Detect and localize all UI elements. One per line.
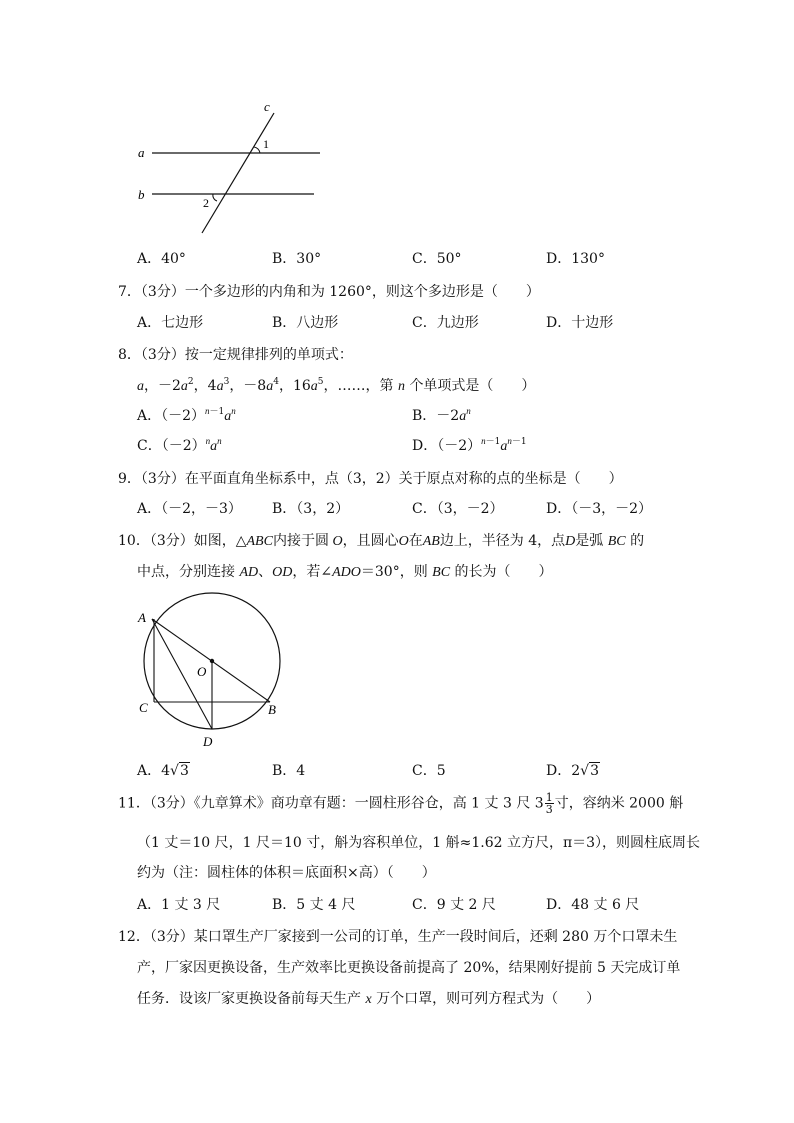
q12-stem-line2: 产，厂家因更换设备，生产效率比更换设备前提高了 20%，结果刚好提前 5 天完成订单 — [137, 960, 681, 976]
q8-sequence: a，$-2a^2$，$4a^3$，$-8a^4$，$16a^5$，……，第 n 个单项式是（ ） — [137, 377, 536, 394]
label-point-b: B — [268, 702, 276, 717]
q6-option-d[interactable]: D．130° — [546, 251, 605, 267]
q7-option-d[interactable]: D．十边形 — [546, 315, 614, 331]
q10-stem-line2: 中点，分别连接 AD、OD，若∠ADO＝30°，则 BC 的长为（ ） — [137, 564, 553, 580]
angle-1-arc — [254, 147, 260, 153]
q6-option-b[interactable]: B．30° — [272, 251, 322, 267]
fraction-one-third: $\frac{1}{3}$ — [545, 791, 553, 816]
angle-2-arc — [213, 194, 217, 201]
q9-stem: 9．（3分）在平面直角坐标系中，点（3，2）关于原点对称的点的坐标是（ ） — [118, 471, 623, 487]
center-point — [210, 659, 214, 663]
q6-option-a[interactable]: A．40° — [137, 251, 186, 267]
q8-option-b[interactable]: B．$-2a^n$ — [412, 406, 471, 424]
q7-stem: 7．（3分）一个多边形的内角和为 1260°，则这个多边形是（ ） — [118, 284, 540, 300]
label-a: a — [138, 145, 145, 160]
q9-option-c[interactable]: C．（3，－2） — [412, 501, 504, 517]
label-angle-2: 2 — [203, 196, 209, 210]
q11-stem-line3: 约为（注：圆柱体的体积＝底面积×高）（ ） — [137, 865, 436, 881]
q12-stem-line1: 12．（3分）某口罩生产厂家接到一公司的订单，生产一段时间后，还剩 280 万个口罩未生 — [118, 929, 678, 945]
label-b: b — [138, 187, 145, 202]
label-point-o: O — [197, 664, 207, 679]
q9-option-b[interactable]: B．（3，2） — [272, 501, 350, 517]
label-point-a: A — [138, 610, 146, 625]
q9-option-a[interactable]: A．（－2，－3） — [137, 501, 242, 517]
circle-figure — [130, 582, 300, 752]
q11-option-a[interactable]: A．1 丈 3 尺 — [137, 897, 221, 913]
q8-option-d[interactable]: D．$(-2)^{n-1}a^{n-1}$ — [412, 436, 527, 454]
label-c: c — [264, 99, 270, 114]
q11-option-d[interactable]: D．48 丈 6 尺 — [546, 897, 640, 913]
sqrt-symbol: √3 — [580, 763, 599, 779]
q7-option-a[interactable]: A．七边形 — [137, 315, 204, 331]
q8-stem: 8．（3分）按一定规律排列的单项式： — [118, 347, 353, 363]
q8-option-c[interactable]: C．$(-2)^na^n$ — [137, 436, 222, 454]
q10-option-c[interactable]: C．5 — [412, 763, 446, 779]
label-point-c: C — [139, 700, 148, 715]
q11-stem-line2: （1 丈＝10 尺，1 尺＝10 寸，斛为容积单位，1 斛≈1.62 立方尺，π＝3），则圆柱底周长 — [137, 835, 701, 851]
q9-option-d[interactable]: D．（－3，－2） — [546, 501, 653, 517]
q11-option-b[interactable]: B．5 丈 4 尺 — [272, 897, 356, 913]
q10-option-b[interactable]: B．4 — [272, 763, 306, 779]
label-point-d: D — [203, 734, 213, 749]
q7-option-b[interactable]: B．八边形 — [272, 315, 339, 331]
q11-stem-line1: 11．（3分）《九章算术》商功章有题：一圆柱形谷仓，高 1 丈 3 尺 3 $\frac{1}{3}$ 寸，容纳米 2000 斛 — [118, 791, 684, 816]
sqrt-symbol: √3 — [170, 763, 189, 779]
q7-option-c[interactable]: C．九边形 — [412, 315, 479, 331]
parallel-lines-figure — [130, 95, 340, 240]
q11-option-c[interactable]: C．9 丈 2 尺 — [412, 897, 496, 913]
q6-option-c[interactable]: C．50° — [412, 251, 462, 267]
q8-option-a[interactable]: A．$(-2)^{n-1}a^n$ — [137, 406, 236, 424]
label-angle-1: 1 — [263, 137, 269, 151]
q10-stem-line1: 10．（3分）如图，△ABC内接于圆 O，且圆心O在AB边上，半径为 4，点D是弧 BC 的 — [118, 533, 645, 549]
q10-option-d[interactable]: D．2√3 — [546, 763, 599, 779]
line-c — [202, 113, 274, 233]
q12-stem-line3: 任务．设该厂家更换设备前每天生产 x 万个口罩，则可列方程式为（ ） — [137, 991, 601, 1007]
q10-option-a[interactable]: A．4√3 — [137, 763, 189, 779]
